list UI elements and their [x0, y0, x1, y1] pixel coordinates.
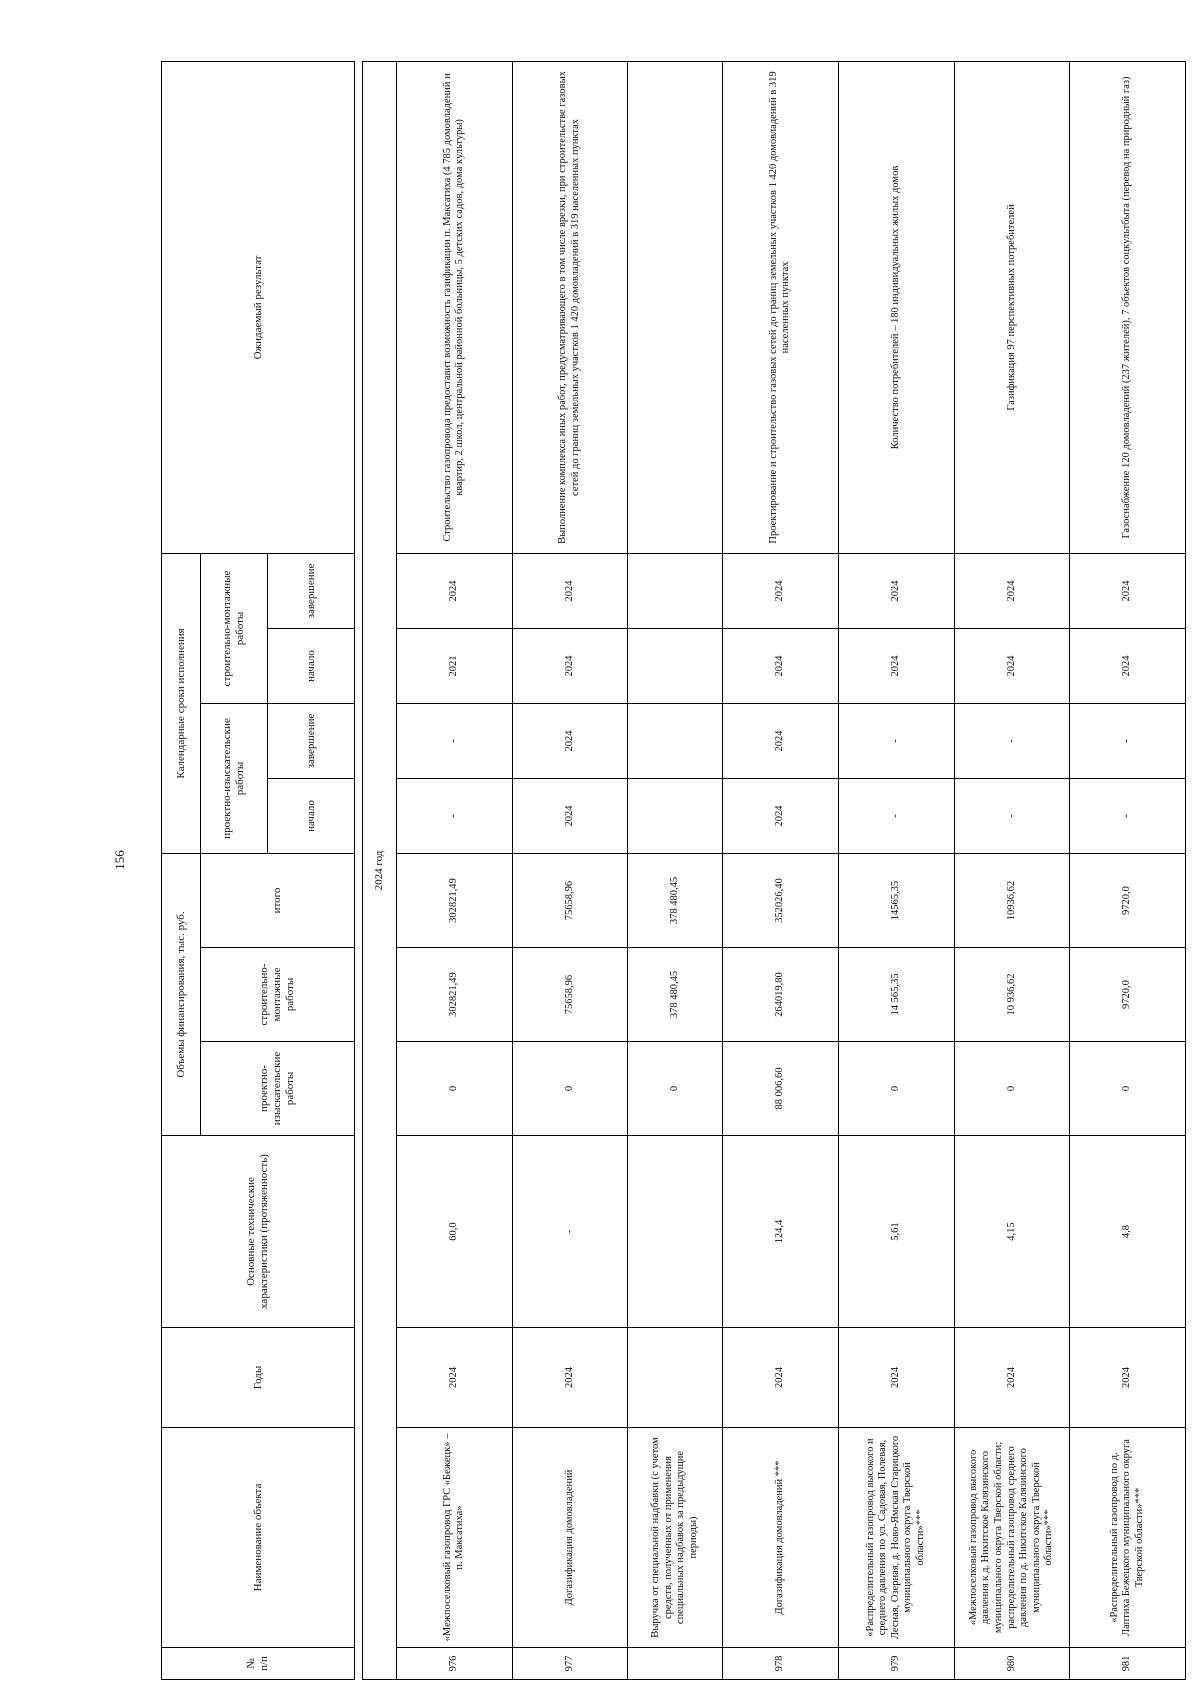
- row-design-cost: 0: [628, 1042, 723, 1136]
- row-result: Газификация 97 перспективных потребителей: [954, 61, 1070, 553]
- row-construction-cost: 14 565,35: [838, 948, 954, 1042]
- row-total: 14565,35: [838, 854, 954, 948]
- row-design-cost: 0: [838, 1042, 954, 1136]
- row-construction-start: 2024: [954, 629, 1070, 704]
- header-row-1: [162, 61, 201, 1679]
- header-name: Наименование объекта: [162, 1428, 355, 1648]
- row-construction-start: 2021: [396, 629, 512, 704]
- header-total: итого: [201, 854, 355, 948]
- header-finance-group: Объемы финансирования, тыс. руб.: [162, 854, 201, 1136]
- header-design-group: проектно-изыскательские работы: [201, 704, 268, 854]
- row-design-cost: 0: [512, 1042, 628, 1136]
- row-num: 978: [723, 1648, 839, 1680]
- row-years: 2024: [723, 1328, 839, 1428]
- table-row: [838, 61, 954, 1679]
- header-construction-work: строительно-монтажные работы: [201, 948, 355, 1042]
- table-row: [723, 61, 839, 1679]
- row-name: Выручка от специальной надбавки (с учетом средств, полученных от применения специальных надбавок за предыдущие периоды): [628, 1428, 723, 1648]
- row-construction-end: 2024: [954, 553, 1070, 628]
- row-num: 976: [396, 1648, 512, 1680]
- row-design-start: -: [838, 779, 954, 854]
- row-design-cost: 0: [954, 1042, 1070, 1136]
- row-name: «Межпоселковый газопровод ГРС «Бежецк» – п. Максатиха»: [396, 1428, 512, 1648]
- row-result: Газоснабжение 120 домовладений (237 жителей), 7 объектов соцкультбыта (перевод на природный газ): [1070, 61, 1186, 553]
- row-construction-end: 2024: [838, 553, 954, 628]
- row-construction-end: 2024: [1070, 553, 1186, 628]
- row-num: [628, 1648, 723, 1680]
- row-result: Строительство газопровода предоставит возможность газификации п. Максатиха (4 785 домовладений и квартир, 2 школ, центральной районной больницы, 5 детских садов, дома культуры): [396, 61, 512, 553]
- row-tech: -: [512, 1136, 628, 1328]
- row-design-start: [628, 779, 723, 854]
- row-name: «Межпоселковый газопровод высокого давления к д. Никитское Калязинского муниципального округа Тверской области; распределительный газопровод среднего давления по д. Никитское Калязинского муниципального округа Тверской области»***: [954, 1428, 1070, 1648]
- row-design-cost: 0: [396, 1042, 512, 1136]
- header-years: Годы: [162, 1328, 355, 1428]
- row-construction-cost: 9720,0: [1070, 948, 1186, 1042]
- row-construction-cost: 302821,49: [396, 948, 512, 1042]
- row-design-start: 2024: [723, 779, 839, 854]
- row-total: 10936,62: [954, 854, 1070, 948]
- row-tech: 4,15: [954, 1136, 1070, 1328]
- row-construction-end: 2024: [723, 553, 839, 628]
- row-tech: [628, 1136, 723, 1328]
- row-design-cost: 88 006,60: [723, 1042, 839, 1136]
- row-total: 352026,40: [723, 854, 839, 948]
- header-construction-group: строительно-монтажные работы: [201, 553, 268, 703]
- row-construction-end: [628, 553, 723, 628]
- row-years: 2024: [396, 1328, 512, 1428]
- row-num: 977: [512, 1648, 628, 1680]
- row-design-end: -: [396, 704, 512, 779]
- row-tech: 4,8: [1070, 1136, 1186, 1328]
- row-years: 2024: [954, 1328, 1070, 1428]
- row-construction-start: 2024: [838, 629, 954, 704]
- header-design-start: начало: [268, 779, 355, 854]
- rotated-table-container: [161, 62, 1186, 1680]
- row-construction-start: 2024: [723, 629, 839, 704]
- year-row: [363, 61, 397, 1679]
- row-design-end: -: [1070, 704, 1186, 779]
- row-tech: 60,0: [396, 1136, 512, 1328]
- row-construction-start: 2024: [512, 629, 628, 704]
- header-construction-end: завершение: [268, 553, 355, 628]
- row-result: [628, 61, 723, 553]
- row-design-end: -: [838, 704, 954, 779]
- row-total: 75658,96: [512, 854, 628, 948]
- row-result: Проектирование и строительство газовых сетей до границ земельных участков 1 420 домовладений в 319 населенных пунктах: [723, 61, 839, 553]
- header-spacer: [355, 61, 363, 1679]
- row-design-start: -: [396, 779, 512, 854]
- row-total: 378 480,45: [628, 854, 723, 948]
- page-number: 156: [112, 850, 127, 870]
- row-name: Догазификация домовладений: [512, 1428, 628, 1648]
- row-result: Количество потребителей – 180 индивидуальных жилых домов: [838, 61, 954, 553]
- row-name: Догазификация домовладений ***: [723, 1428, 839, 1648]
- year-label: 2024 год: [363, 61, 397, 1679]
- row-construction-start: 2024: [1070, 629, 1186, 704]
- table-row: [954, 61, 1070, 1679]
- table-row: [1070, 61, 1186, 1679]
- row-design-end: 2024: [723, 704, 839, 779]
- row-name: «Распределительный газопровод по д. Лаптиха Бежецкого муниципального округа Тверской области»***: [1070, 1428, 1186, 1648]
- row-construction-cost: 10 936,62: [954, 948, 1070, 1042]
- table-row: [396, 61, 512, 1679]
- row-construction-cost: 264019,80: [723, 948, 839, 1042]
- header-num: № п/п: [162, 1648, 355, 1680]
- gasification-table: [161, 61, 1186, 1680]
- row-years: [628, 1328, 723, 1428]
- row-construction-end: 2024: [396, 553, 512, 628]
- table-row: [628, 61, 723, 1679]
- row-name: «Распределительный газопровод высокого и среднего давления по ул. Садовая, Полевая, Лесная, Озерная, д. Ново-Ямская Старицкого муниципального округа Тверской области»***: [838, 1428, 954, 1648]
- row-design-start: -: [954, 779, 1070, 854]
- row-total: 302821,49: [396, 854, 512, 948]
- row-total: 9720,0: [1070, 854, 1186, 948]
- row-construction-cost: 378 480,45: [628, 948, 723, 1042]
- header-design-end: завершение: [268, 704, 355, 779]
- row-tech: 5,61: [838, 1136, 954, 1328]
- row-construction-end: 2024: [512, 553, 628, 628]
- row-years: 2024: [1070, 1328, 1186, 1428]
- row-years: 2024: [512, 1328, 628, 1428]
- header-design-work: проектно-изыскательские работы: [201, 1042, 355, 1136]
- header-construction-start: начало: [268, 629, 355, 704]
- row-design-end: [628, 704, 723, 779]
- row-design-end: -: [954, 704, 1070, 779]
- row-years: 2024: [838, 1328, 954, 1428]
- row-result: Выполнение комплекса иных работ, предусматривающего в том числе врезки, при строительстве газовых сетей до границ земельных участков 1 420 домовладений в 319 населенных пунктах: [512, 61, 628, 553]
- table-row: [512, 61, 628, 1679]
- header-tech: Основные технические характеристики (протяженность): [162, 1136, 355, 1328]
- row-construction-start: [628, 629, 723, 704]
- row-design-end: 2024: [512, 704, 628, 779]
- row-num: 979: [838, 1648, 954, 1680]
- header-schedule-group: Календарные сроки исполнения: [162, 553, 201, 853]
- header-result: Ожидаемый результат: [162, 61, 355, 553]
- row-design-start: 2024: [512, 779, 628, 854]
- row-design-start: -: [1070, 779, 1186, 854]
- row-design-cost: 0: [1070, 1042, 1186, 1136]
- row-construction-cost: 75658,96: [512, 948, 628, 1042]
- row-num: 981: [1070, 1648, 1186, 1680]
- row-tech: 124,4: [723, 1136, 839, 1328]
- row-num: 980: [954, 1648, 1070, 1680]
